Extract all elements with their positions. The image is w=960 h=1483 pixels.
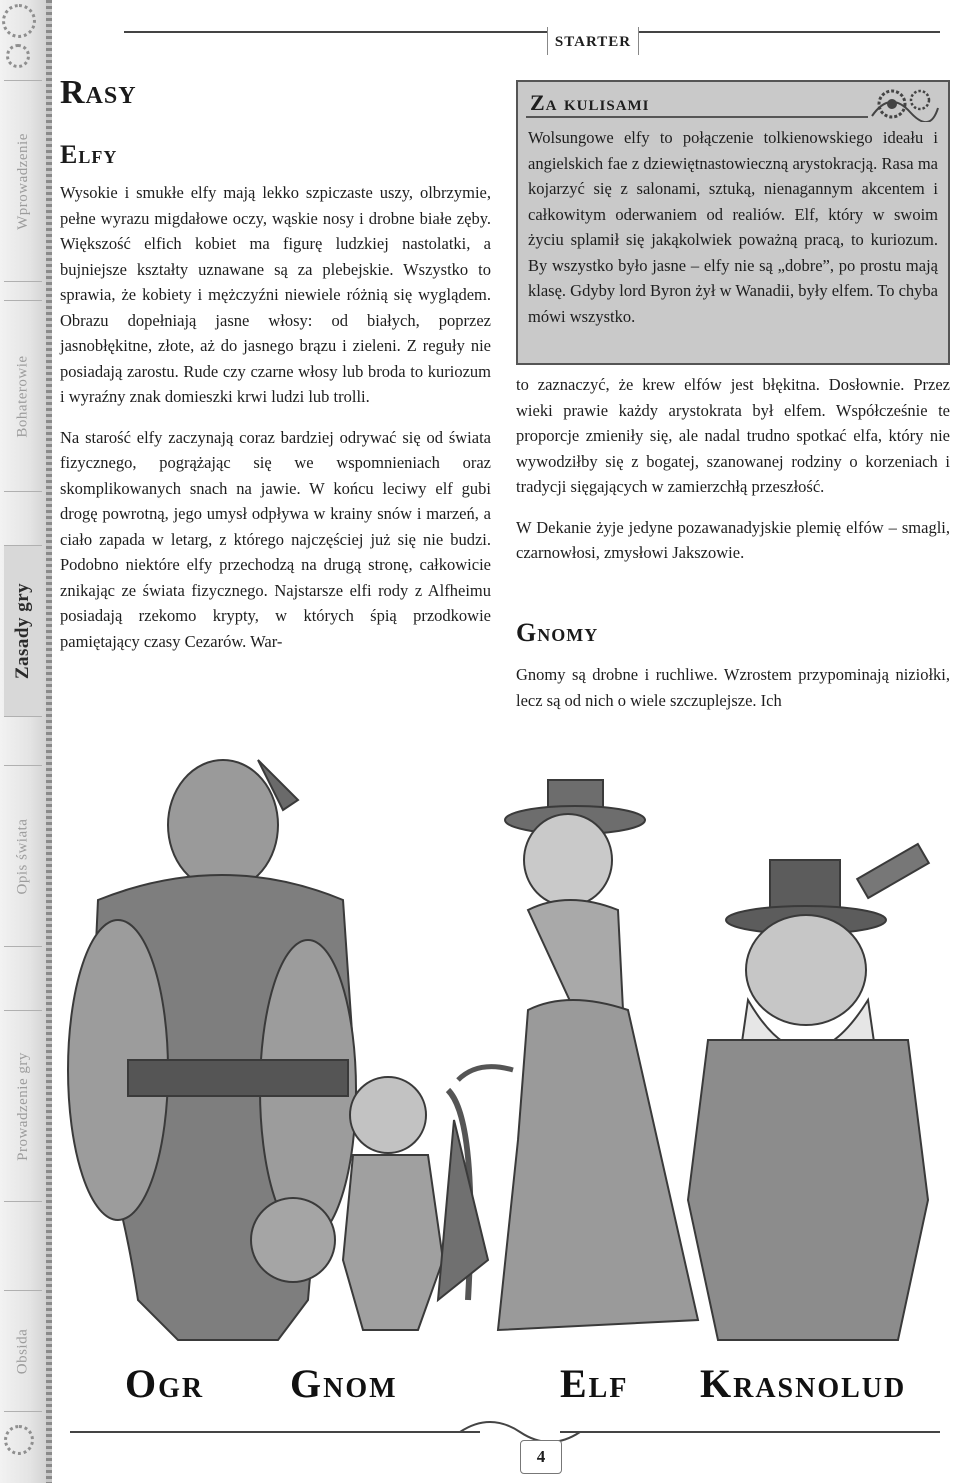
page-number: 4: [520, 1440, 562, 1474]
gear-ornament: [6, 44, 30, 68]
label-gnom: Gnom: [290, 1361, 398, 1406]
behind-the-scenes-box: [516, 80, 950, 365]
tab-opis-swiata[interactable]: [4, 765, 42, 947]
label-elf: Elf: [560, 1361, 629, 1406]
section-title: Rasy: [60, 74, 137, 111]
tab-label: Bohaterowie: [14, 354, 31, 438]
ogre-figure: [68, 760, 358, 1340]
side-border-rule: [46, 0, 52, 1483]
tab-label: Obsida: [14, 1328, 31, 1374]
gnome-figure: [343, 1077, 488, 1330]
gnomy-paragraph: Gnomy są drobne i ruchliwe. Wzrostem przypominają niziołki, lecz są od nich o wiele szczuplejsze. Ich: [516, 665, 950, 710]
elfy-column-right: [516, 372, 950, 581]
tab-bohaterowie[interactable]: [4, 300, 42, 492]
races-illustration: [58, 740, 954, 1390]
box-title: Za kulisami: [530, 90, 650, 115]
box-text: Wolsungowe elfy to połączenie tolkienowskiego ideału i angielskich fae z dziewiętnastowieczną arystokracją. Rasa ma kojarzyć się z salonami, sztuką, nienagannym akcentem i całkowitym oderwaniem od realiów. Elf, który w swoim życiu splamił się jakąkolwiek poważną pracą, to kuriozum. By wszystko było jasne – elfy nie są „dobre”, po prostu mają klasę. Gdyby lord Byron żył w Wanadii, były elfem. To chyba mówi wszystko.: [528, 128, 938, 326]
header-badge: STARTER: [547, 27, 639, 55]
elfy-paragraph: Wysokie i smukłe elfy mają lekko szpiczaste uszy, olbrzymie, pełne wyrazu migdałowe oczy, wąskie nosy i drobne białe zęby. Większość elfich kobiet ma figurę ludzkiej nastolatki, a bujniejsze kształty uznawane są za plebejskie. Wszystko to sprawia, że kobiety i mężczyźni niewiele różnią się wyglądem. Obrazu dopełniają jasne włosy: od białych, poprzez jasnobłękitne, złote, aż do jasnego brązu i zieleni. Z reguły nie posiadają zarostu. Rude czy czarne włosy lub broda to kuriozum i wyraźny znak domieszki krwi ludzi lub trolli.: [60, 183, 491, 406]
tab-label: Opis świata: [14, 818, 31, 894]
label-ogr: Ogr: [125, 1361, 205, 1406]
tab-label: Prowadzenie gry: [14, 1051, 31, 1161]
elfy-paragraph: Na starość elfy zaczynają coraz bardziej odrywać się od świata fizycznego, pogrążając się we wspomnieniach oraz skomplikowanych snach na jawie. W końcu leciwy elf gubi drogę powrotną, jego umysł odpływa w krainy snów i marzeń, a ciało zapada w letarg, z którego najczęściej już się nie budzi. Podobno niektóre elfy przechodzą na drugą stronę, całkowicie znikając ze świata fizycznego. Najstarsze elfi rody z Alfheimu posiadają rzekomo krypty, w których śpią przodkowie pamiętający czasy Cezarów. War-: [60, 427, 491, 651]
tab-obsida[interactable]: [4, 1290, 42, 1412]
page-header: [52, 0, 960, 58]
gear-ornament-icon: [870, 86, 940, 122]
gear-ornament: [4, 1425, 34, 1455]
header-rule: [124, 31, 940, 33]
label-krasnolud: Krasnolud: [700, 1361, 907, 1406]
elfy-paragraph: to zaznaczyć, że krew elfów jest błękitna. Dosłownie. Przez wieki prawie każdy arystokrata był elfem. Współcześnie te proporcje zmieniły się, ale nadal trudno spotkać elfa, który nie wywodziłby się z bogatej, szanowanej rodziny o korzeniach i tradycji sięgających w zamierzchłą przeszłość.: [516, 375, 950, 496]
box-rule: [526, 116, 868, 118]
tab-label: Wprowadzenie: [14, 132, 31, 230]
elf-figure: [458, 780, 698, 1330]
elfy-heading: Elfy: [60, 140, 118, 169]
gnomy-heading: Gnomy: [516, 618, 599, 647]
elfy-column-left: [60, 180, 491, 669]
gnomy-column: [516, 662, 950, 728]
tab-prowadzenie-gry[interactable]: [4, 1010, 42, 1202]
tab-wprowadzenie[interactable]: [4, 80, 42, 282]
footer-ornament: [60, 1412, 950, 1452]
tab-zasady-gry[interactable]: [4, 545, 42, 717]
gear-ornament: [2, 4, 36, 38]
dwarf-figure: [688, 844, 929, 1340]
section-tab-strip: [0, 0, 51, 1483]
elfy-paragraph: W Dekanie żyje jedyne pozawanadyjskie plemię elfów – smagli, czarnowłosi, zmysłowi Jakszowie.: [516, 517, 950, 562]
tab-label: Zasady gry: [12, 582, 34, 680]
